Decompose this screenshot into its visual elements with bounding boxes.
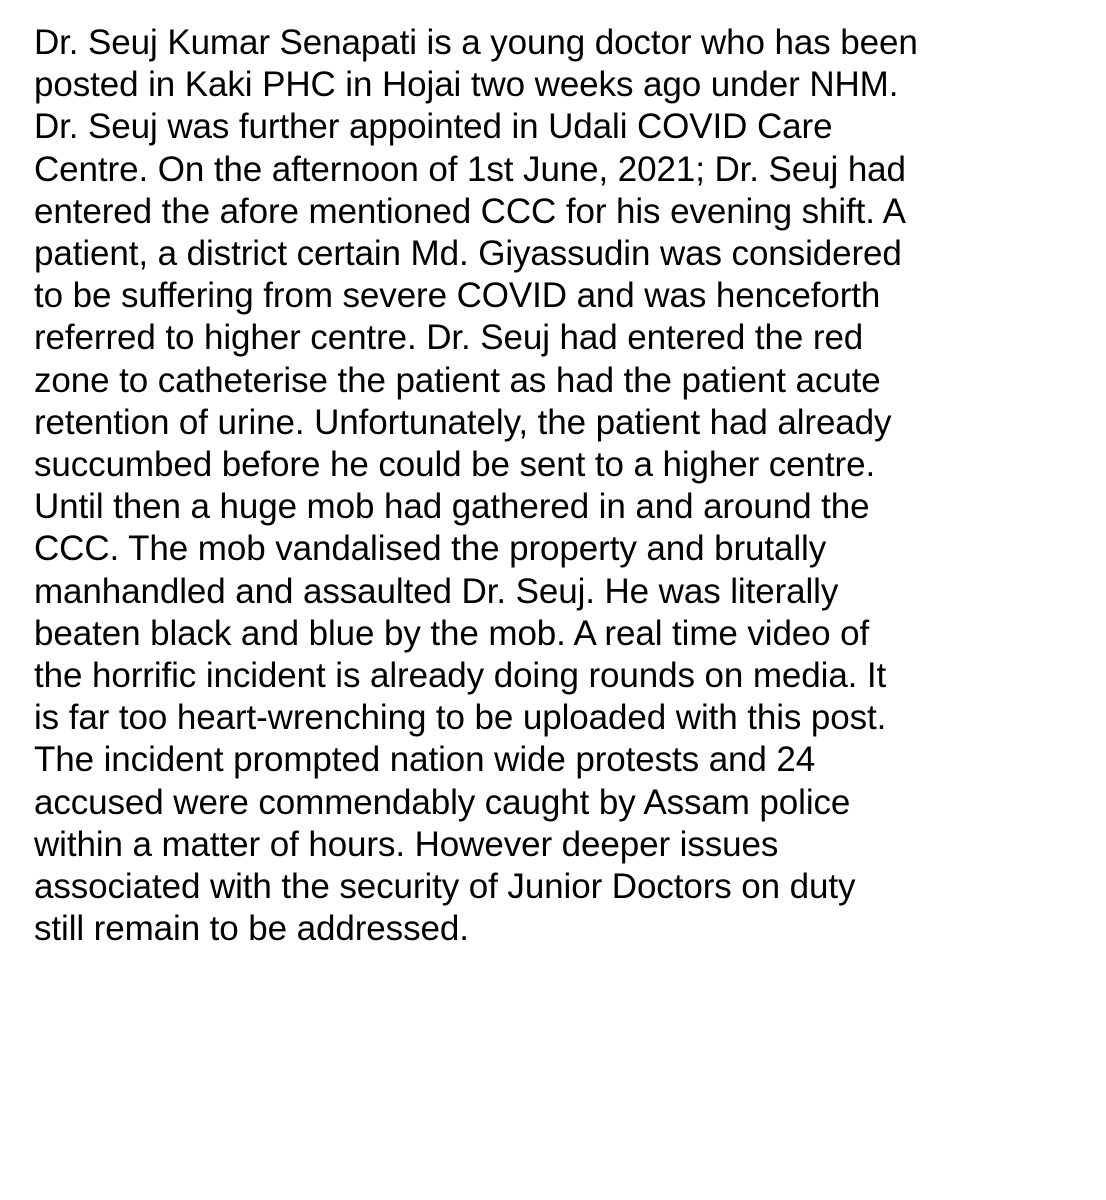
post-line: retention of urine. Unfortunately, the patient had already xyxy=(34,402,892,442)
post-line: associated with the security of Junior Doctors on duty xyxy=(34,867,856,907)
post-text xyxy=(34,22,1094,950)
post-line: to be suffering from severe COVID and was henceforth xyxy=(34,276,881,316)
post-line: Centre. On the afternoon of 1st June, 2021; Dr. Seuj had xyxy=(34,149,906,189)
post-line: zone to catheterise the patient as had the patient acute xyxy=(34,360,881,400)
post-line: Dr. Seuj was further appointed in Udali COVID Care xyxy=(34,107,833,147)
post-line: the horrific incident is already doing rounds on media. It xyxy=(34,656,887,696)
post-line: referred to higher centre. Dr. Seuj had entered the red xyxy=(34,318,864,358)
post-line: CCC. The mob vandalised the property and brutally xyxy=(34,529,827,569)
post-line: Until then a huge mob had gathered in and around the xyxy=(34,487,870,527)
post-line: is far too heart-wrenching to be uploaded with this post. xyxy=(34,698,887,738)
post-line: accused were commendably caught by Assam police xyxy=(34,782,851,822)
post-line: posted in Kaki PHC in Hojai two weeks ago under NHM. xyxy=(34,65,899,105)
post-line: The incident prompted nation wide protests and 24 xyxy=(34,740,816,780)
post-line: within a matter of hours. However deeper issues xyxy=(34,824,779,864)
post-line: still remain to be addressed. xyxy=(34,909,469,949)
post-line: manhandled and assaulted Dr. Seuj. He was literally xyxy=(34,571,839,611)
post-line: patient, a district certain Md. Giyassudin was considered xyxy=(34,234,902,274)
post-line: Dr. Seuj Kumar Senapati is a young doctor who has been xyxy=(34,23,918,62)
post-line: entered the afore mentioned CCC for his evening shift. A xyxy=(34,191,906,231)
post-line: succumbed before he could be sent to a higher centre. xyxy=(34,445,876,485)
post-line: beaten black and blue by the mob. A real time video of xyxy=(34,613,870,653)
